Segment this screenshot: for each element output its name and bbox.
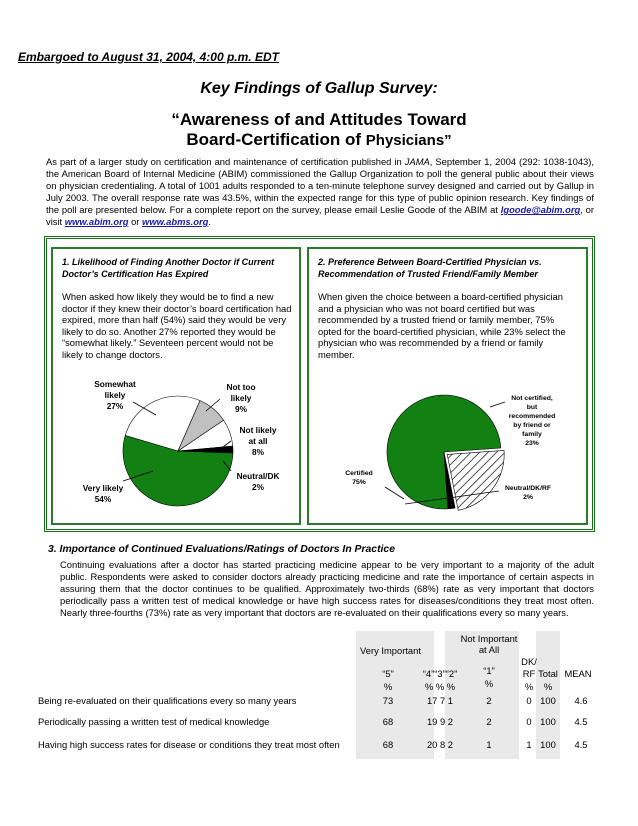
intro-text-a: As part of a larger study on certification and maintenance of certification published in bbox=[46, 156, 405, 167]
table-cell-mean: 4.5 bbox=[574, 716, 588, 727]
table-cell-432: 19 9 2 bbox=[426, 716, 454, 727]
hdr-mean: MEAN bbox=[564, 668, 592, 679]
hdr-dk: DK/ bbox=[521, 656, 537, 667]
title-line-1: “Awareness of and Attitudes Toward bbox=[171, 110, 467, 129]
label-somewhat-2: likely bbox=[104, 390, 126, 400]
label-very-1: Very likely bbox=[82, 483, 124, 493]
label-notlikely-2: at all bbox=[248, 436, 268, 446]
label-notcert-6: 23% bbox=[525, 440, 539, 447]
hdr-432-pct: % % % bbox=[424, 681, 456, 692]
label-somewhat bbox=[81, 379, 149, 412]
section3-title: 3. Importance of Continued Evaluations/Ratings of Doctors In Practice bbox=[48, 544, 395, 555]
table-cell-1: 2 bbox=[486, 695, 492, 706]
label-very-2: 54% bbox=[94, 494, 112, 504]
panel-likelihood bbox=[51, 247, 301, 525]
kicker-title: Key Findings of Gallup Survey: bbox=[200, 80, 438, 97]
hdr-rf-pct: % bbox=[524, 681, 534, 692]
table-cell-total: 100 bbox=[540, 739, 556, 750]
table-cell-5: 68 bbox=[382, 739, 394, 750]
label-certified-2: 75% bbox=[352, 479, 366, 486]
label-notcert-4: by friend or bbox=[513, 422, 551, 429]
table-cell-dk: 0 bbox=[526, 716, 532, 727]
hdr-5: “5” bbox=[382, 668, 394, 679]
table-cell-total: 100 bbox=[540, 695, 556, 706]
label-notlikely-1: Not likely bbox=[239, 425, 277, 435]
table-cell-432: 17 7 1 bbox=[426, 695, 454, 706]
panel2-body: When given the choice between a board-certified physician and a physician who was not board certified but was recommended by a trusted friend or family member, 75% opted for the board-certified physician, while 23% select the physician who was recommended by a friend or family member. bbox=[318, 291, 566, 360]
page-title bbox=[0, 110, 638, 151]
intro-text-b: , September 1, 2004 (292: 1038-1043), the American Board of Internal Medicine (ABIM) commissioned the Gallup Organization to poll the general public about their views on physician credentialing. A total of 1001 adults responded to a ten-minute telephone survey designed and carried out by Gallup in July 2003. The overall response rate was 43.5%, within the expected range for this type of public opinion research. Key findings of the poll are presented below. For a complete report on the survey, please email Leslie Goode of the ABIM at bbox=[46, 156, 594, 215]
hdr-not-important-2: at All bbox=[478, 644, 500, 655]
label-neutral2-2: 2% bbox=[523, 494, 533, 501]
table-cell-total: 100 bbox=[540, 716, 556, 727]
table-cell-432: 20 8 2 bbox=[426, 739, 454, 750]
abms-link[interactable]: www.abms.org bbox=[142, 216, 209, 227]
label-very bbox=[67, 483, 139, 505]
hdr-rf: RF bbox=[522, 668, 536, 679]
hdr-1-pct: % bbox=[484, 678, 494, 689]
label-somewhat-1: Somewhat bbox=[94, 379, 136, 389]
label-neutral-2: 2% bbox=[252, 482, 264, 492]
table-cell-mean: 4.6 bbox=[574, 695, 588, 706]
label-neutral2-1: Neutral/DK/RF bbox=[504, 485, 552, 492]
label-neutral-1: Neutral/DK bbox=[236, 471, 280, 481]
section3-body: Continuing evaluations after a doctor has started practicing medicine appear to be very important to a majority of the adult public. Respondents were asked to consider doctors already practicing medicine and rate the importance of certain aspects in assuring them that the doctor continues to be qualified. Approximately two-thirds (68%) rate as very important that doctors periodically pass a written test of medical knowledge or have high success rates for diseases/conditions they treat most often. Nearly three-fourths (73%) rate as very important that doctors are re-evaluated on their qualifications every so many years. bbox=[60, 559, 594, 618]
label-nottoo-1: Not too bbox=[226, 382, 256, 392]
label-nottoo bbox=[211, 382, 271, 415]
table-cell-5: 73 bbox=[382, 695, 394, 706]
table-cell-1: 1 bbox=[486, 739, 492, 750]
table-cell-mean: 4.5 bbox=[574, 739, 588, 750]
intro-text-e: . bbox=[208, 216, 211, 227]
hdr-432: “4”“3”“2” bbox=[422, 668, 458, 679]
label-notcert-3: recommended bbox=[508, 413, 556, 420]
label-certified bbox=[339, 469, 379, 487]
title-line-2a: Board-Certification of bbox=[186, 130, 366, 149]
hdr-very-important: Very Important bbox=[360, 645, 421, 656]
label-notcert-5: family bbox=[522, 431, 542, 438]
label-notcert-2: but bbox=[526, 404, 538, 411]
intro-journal: JAMA bbox=[404, 156, 430, 167]
hdr-5-pct: % bbox=[383, 681, 393, 692]
label-notcert-1: Not certified, bbox=[511, 395, 553, 402]
hdr-1: “1” bbox=[483, 665, 495, 676]
email-link[interactable]: lgoode@abim.org bbox=[500, 204, 581, 215]
title-line-2b: Physicians” bbox=[365, 132, 452, 149]
label-neutral bbox=[225, 471, 291, 493]
hdr-total: Total bbox=[538, 668, 558, 679]
table-cell-5: 68 bbox=[382, 716, 394, 727]
embargo-notice: Embargoed to August 31, 2004, 4:00 p.m. EDT bbox=[18, 50, 279, 64]
title-line-2 bbox=[0, 130, 638, 151]
intro-text-d: or bbox=[128, 216, 143, 227]
label-notcert bbox=[499, 394, 565, 448]
hdr-not-important bbox=[459, 633, 519, 655]
table-cell-dk: 1 bbox=[526, 739, 532, 750]
abim-link[interactable]: www.abim.org bbox=[64, 216, 129, 227]
label-certified-1: Certified bbox=[345, 470, 373, 477]
table-cell-1: 2 bbox=[486, 716, 492, 727]
table-cell-dk: 0 bbox=[526, 695, 532, 706]
panel1-title: 1. Likelihood of Finding Another Doctor if Current Doctor’s Certification Has Expired bbox=[62, 257, 275, 279]
label-neutral2 bbox=[495, 484, 561, 502]
label-somewhat-3: 27% bbox=[106, 401, 124, 411]
intro-text-c: , or visit bbox=[46, 204, 594, 227]
panel-preference bbox=[307, 247, 588, 525]
panel2-title: 2. Preference Between Board-Certified Physician vs. Recommendation of Trusted Friend/Family Member bbox=[318, 257, 542, 279]
table-row-label: Periodically passing a written test of medical knowledge bbox=[38, 716, 270, 727]
intro-paragraph bbox=[46, 156, 594, 228]
hdr-total-pct: % bbox=[543, 681, 553, 692]
label-nottoo-2: likely bbox=[230, 393, 252, 403]
panel1-body: When asked how likely they would be to find a new doctor if they knew their doctor’s board certification had expired, more than half (54%) said they would be very likely to do so. Another 27% reported they would be “somewhat likely.” Seventeen percent would not be likely to change doctors. bbox=[62, 291, 292, 360]
hdr-not-important-1: Not Important bbox=[460, 633, 518, 644]
table-row-label: Having high success rates for disease or conditions they treat most often bbox=[38, 739, 340, 750]
label-nottoo-3: 9% bbox=[235, 404, 247, 414]
table-row-label: Being re-evaluated on their qualifications every so many years bbox=[38, 695, 297, 706]
label-notlikely bbox=[227, 425, 289, 458]
label-notlikely-3: 8% bbox=[252, 447, 264, 457]
